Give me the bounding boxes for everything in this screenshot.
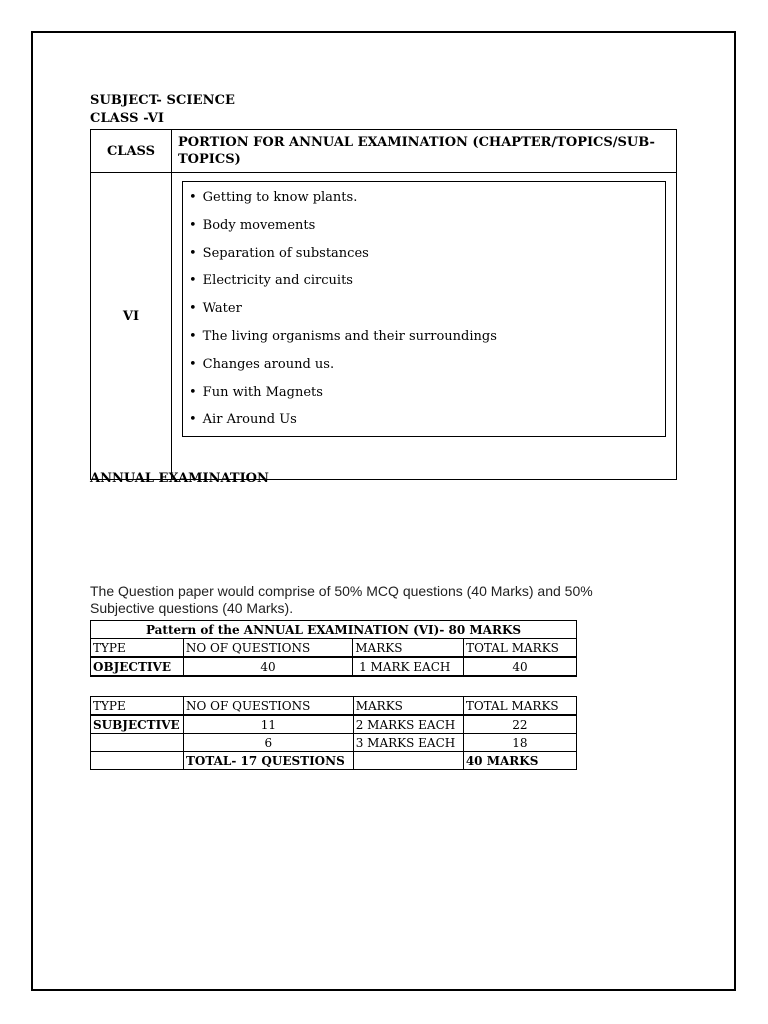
total-questions-cell: TOTAL- 17 QUESTIONS <box>183 752 353 770</box>
marks-cell <box>353 752 463 770</box>
questions-cell: 40 <box>183 657 352 676</box>
portion-column-header: PORTION FOR ANNUAL EXAMINATION (CHAPTER/TOPICS/SUB-TOPICS) <box>172 130 677 173</box>
topic-item: • Air Around Us <box>189 406 665 434</box>
header-no-of-questions: NO OF QUESTIONS <box>183 639 352 658</box>
marks-cell: 3 MARKS EACH <box>353 734 463 752</box>
portion-table-body-row <box>91 173 677 480</box>
annual-exam-heading: ANNUAL EXAMINATION <box>90 471 269 486</box>
topic-item: • Getting to know plants. <box>189 184 665 212</box>
objective-pattern-table <box>90 620 577 677</box>
class-heading: CLASS -VI <box>90 111 165 126</box>
marks-cell: 1 MARK EACH <box>353 657 464 676</box>
portion-table-header-row <box>91 130 677 173</box>
header-marks: MARKS <box>353 697 463 716</box>
portion-table <box>90 129 677 480</box>
type-cell: OBJECTIVE <box>91 657 184 676</box>
subjective-header-row <box>91 697 577 716</box>
total-marks-cell: 22 <box>463 715 576 734</box>
total-marks-cell: 40 <box>464 657 577 676</box>
topic-item: • Separation of substances <box>189 240 665 268</box>
questions-cell: 6 <box>183 734 353 752</box>
table-row <box>91 715 577 734</box>
class-value-cell: VI <box>91 173 172 480</box>
topic-item: • Fun with Magnets <box>189 379 665 407</box>
header-total-marks: TOTAL MARKS <box>463 697 576 716</box>
topic-item: • Body movements <box>189 212 665 240</box>
topic-item: • Electricity and circuits <box>189 267 665 295</box>
header-total-marks: TOTAL MARKS <box>464 639 577 658</box>
topic-item: • Changes around us. <box>189 351 665 379</box>
header-marks: MARKS <box>353 639 464 658</box>
pattern-header-row <box>91 639 577 658</box>
header-type: TYPE <box>91 639 184 658</box>
questions-cell: 11 <box>183 715 353 734</box>
type-cell <box>91 734 184 752</box>
table-row <box>91 657 577 676</box>
exam-description: The Question paper would comprise of 50% MCQ questions (40 Marks) and 50% Subjective questions (40 Marks). <box>90 583 593 616</box>
type-cell <box>91 752 184 770</box>
type-cell: SUBJECTIVE <box>91 715 184 734</box>
subjective-pattern-table <box>90 696 577 770</box>
class-column-header: CLASS <box>91 130 172 173</box>
marks-cell: 2 MARKS EACH <box>353 715 463 734</box>
header-no-of-questions: NO OF QUESTIONS <box>183 697 353 716</box>
topic-list <box>189 184 665 434</box>
table-row <box>91 752 577 770</box>
topics-box <box>182 181 666 437</box>
topics-cell <box>172 173 677 480</box>
total-marks-cell: 18 <box>463 734 576 752</box>
pattern-title-row <box>91 621 577 639</box>
table-row <box>91 734 577 752</box>
topic-item: • The living organisms and their surroundings <box>189 323 665 351</box>
pattern-title: Pattern of the ANNUAL EXAMINATION (VI)- 80 MARKS <box>91 621 577 639</box>
total-marks-cell: 40 MARKS <box>463 752 576 770</box>
header-type: TYPE <box>91 697 184 716</box>
topic-item: • Water <box>189 295 665 323</box>
subject-heading: SUBJECT- SCIENCE <box>90 93 236 108</box>
